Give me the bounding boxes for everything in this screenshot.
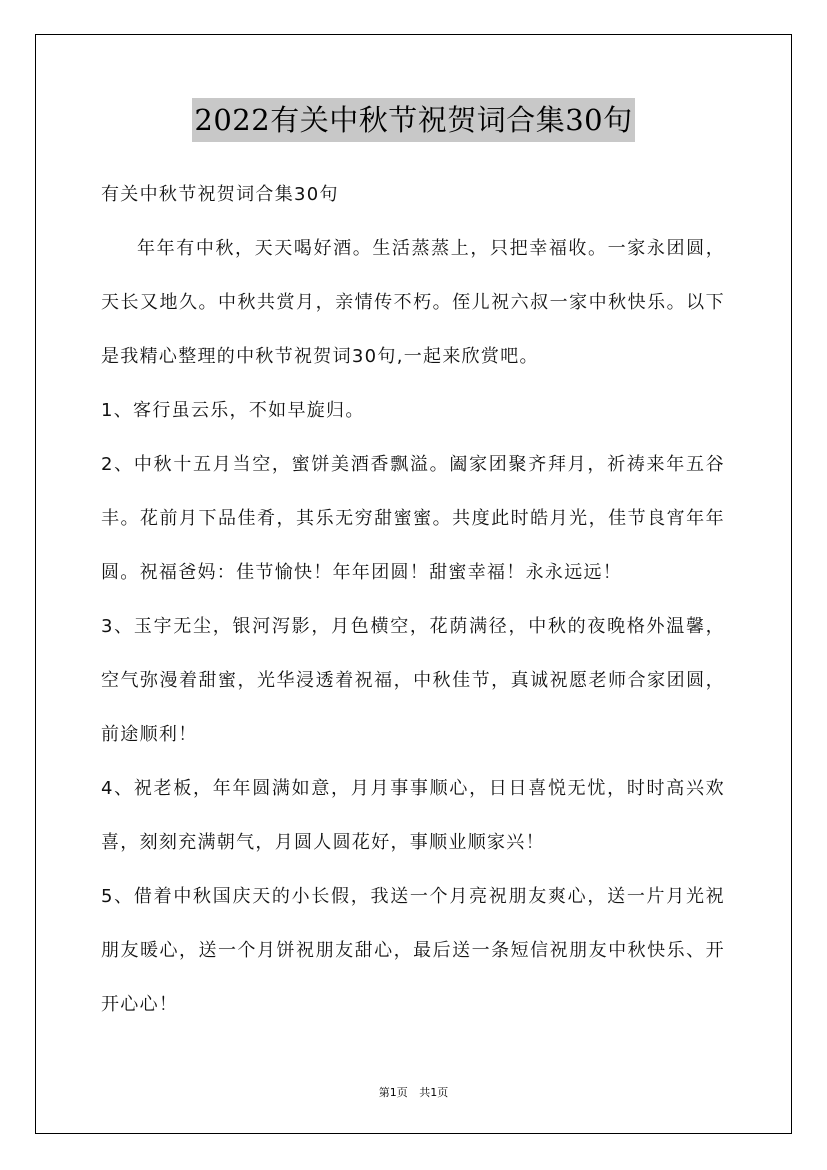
list-item: 4、祝老板，年年圆满如意，月月事事顺心，日日喜悦无忧，时时高兴欢喜，刻刻充满朝气，月圆人圆花好，事顺业顺家兴！ <box>101 778 725 853</box>
document-body <box>101 222 725 1032</box>
page-footer <box>0 1084 827 1100</box>
intro-paragraph: 年年有中秋，天天喝好酒。生活蒸蒸上，只把幸福收。一家永团圆，天长又地久。中秋共赏月，亲情传不朽。侄儿祝六叔一家中秋快乐。以下是我精心整理的中秋节祝贺词30句,一起来欣赏吧。 <box>101 238 725 367</box>
list-item: 2、中秋十五月当空，蜜饼美酒香飘溢。阖家团聚齐拜月，祈祷来年五谷丰。花前月下品佳肴，其乐无穷甜蜜蜜。共度此时皓月光，佳节良宵年年圆。祝福爸妈：佳节愉快！年年团圆！甜蜜幸福！永永远远！ <box>101 454 725 583</box>
list-item: 3、玉宇无尘，银河泻影，月色横空，花荫满径，中秋的夜晚格外温馨，空气弥漫着甜蜜，光华浸透着祝福，中秋佳节，真诚祝愿老师合家团圆，前途顺利！ <box>101 616 725 745</box>
document-title: 2022有关中秋节祝贺词合集30句 <box>192 98 634 142</box>
page-total: 共1页 <box>419 1086 449 1099</box>
page-number: 第1页 <box>378 1086 408 1099</box>
document-subtitle: 有关中秋节祝贺词合集30句 <box>101 184 339 205</box>
title-container <box>0 98 827 142</box>
list-item: 1、客行虽云乐，不如早旋归。 <box>101 400 365 421</box>
list-item: 5、借着中秋国庆天的小长假，我送一个月亮祝朋友爽心，送一片月光祝朋友暖心，送一个月饼祝朋友甜心，最后送一条短信祝朋友中秋快乐、开开心心！ <box>101 886 725 1015</box>
